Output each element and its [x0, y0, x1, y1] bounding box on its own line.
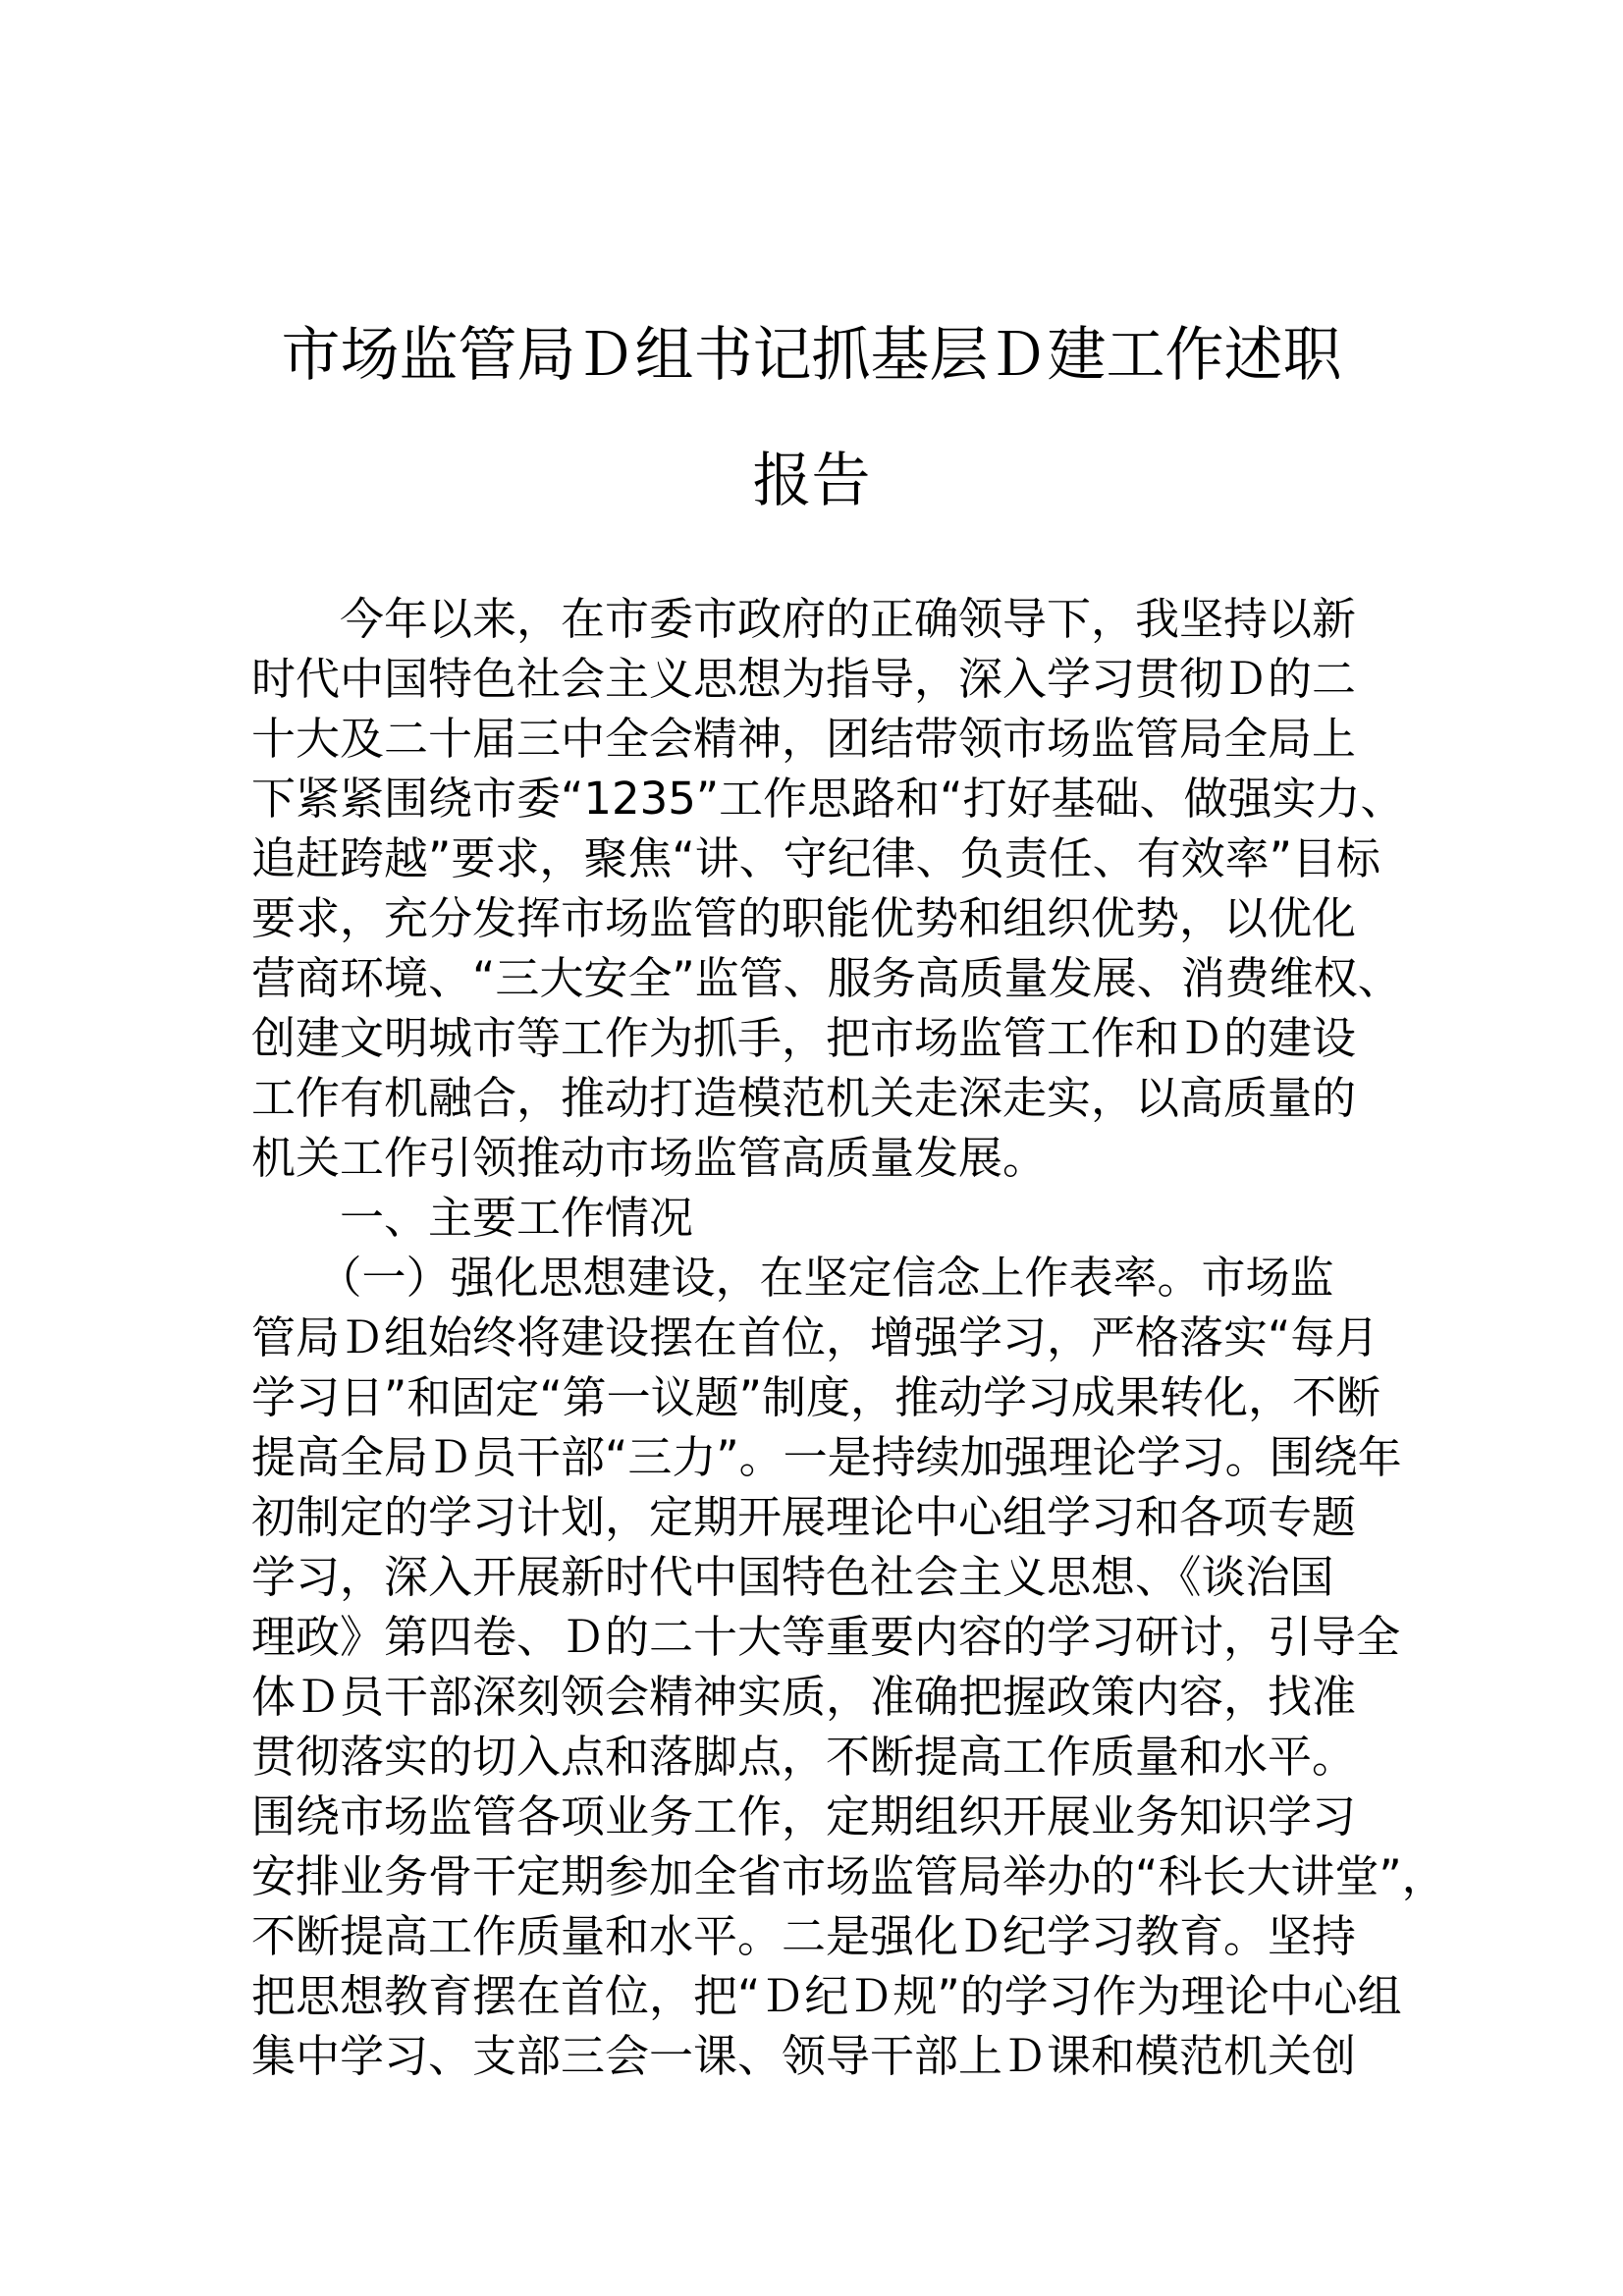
- document-title-line-2: 报告: [752, 447, 871, 515]
- body-line: 理政》第四卷、Ｄ的二十大等重要内容的学习研讨，引导全: [251, 1611, 1401, 1663]
- body-line: 把思想教育摆在首位，把“Ｄ纪Ｄ规”的学习作为理论中心组: [251, 1970, 1402, 2022]
- body-line: 管局Ｄ组始终将建设摆在首位，增强学习，严格落实“每月: [251, 1311, 1380, 1363]
- document-title-line-1: 市场监管局Ｄ组书记抓基层Ｄ建工作述职: [281, 321, 1342, 390]
- body-line: 提高全局Ｄ员干部“三力”。一是持续加强理论学习。围绕年: [251, 1431, 1402, 1483]
- body-line: 十大及二十届三中全会精神，团结带领市场监管局全局上: [251, 713, 1357, 765]
- body-line: 集中学习、支部三会一课、领导干部上Ｄ课和模范机关创: [251, 2030, 1357, 2082]
- body-line: 围绕市场监管各项业务工作，定期组织开展业务知识学习: [251, 1790, 1357, 1842]
- body-line: 初制定的学习计划，定期开展理论中心组学习和各项专题: [251, 1491, 1357, 1543]
- body-line: 追赶跨越”要求，聚焦“讲、守纪律、负责任、有效率”目标: [251, 832, 1380, 884]
- document-body: [251, 589, 1446, 2086]
- body-line: 时代中国特色社会主义思想为指导，深入学习贯彻Ｄ的二: [251, 653, 1357, 705]
- body-line: 机关工作引领推动市场监管高质量发展。: [251, 1132, 1048, 1184]
- body-line: 不断提高工作质量和水平。二是强化Ｄ纪学习教育。坚持: [251, 1910, 1357, 1962]
- body-line: 创建文明城市等工作为抓手，把市场监管工作和Ｄ的建设: [251, 1012, 1357, 1064]
- body-line: 贯彻落实的切入点和落脚点，不断提高工作质量和水平。: [251, 1731, 1357, 1783]
- body-line: 今年以来，在市委市政府的正确领导下，我坚持以新: [251, 593, 1357, 645]
- body-line: 学习日”和固定“第一议题”制度，推动学习成果转化，不断: [251, 1371, 1380, 1423]
- body-line: 安排业务骨干定期参加全省市场监管局举办的“科长大讲堂”，: [251, 1850, 1446, 1902]
- body-line: 下紧紧围绕市委“1235”工作思路和“打好基础、做强实力、: [251, 773, 1405, 825]
- body-line: 营商环境、“三大安全”监管、服务高质量发展、消费维权、: [251, 952, 1402, 1004]
- body-line: （一）强化思想建设，在坚定信念上作表率。市场监: [251, 1252, 1334, 1304]
- section-heading: 一、主要工作情况: [251, 1192, 694, 1244]
- body-line: 体Ｄ员干部深刻领会精神实质，准确把握政策内容，找准: [251, 1671, 1357, 1723]
- body-line: 工作有机融合，推动打造模范机关走深走实，以高质量的: [251, 1072, 1357, 1124]
- body-line: 学习，深入开展新时代中国特色社会主义思想、《谈治国: [251, 1551, 1334, 1603]
- body-line: 要求，充分发挥市场监管的职能优势和组织优势，以优化: [251, 892, 1357, 944]
